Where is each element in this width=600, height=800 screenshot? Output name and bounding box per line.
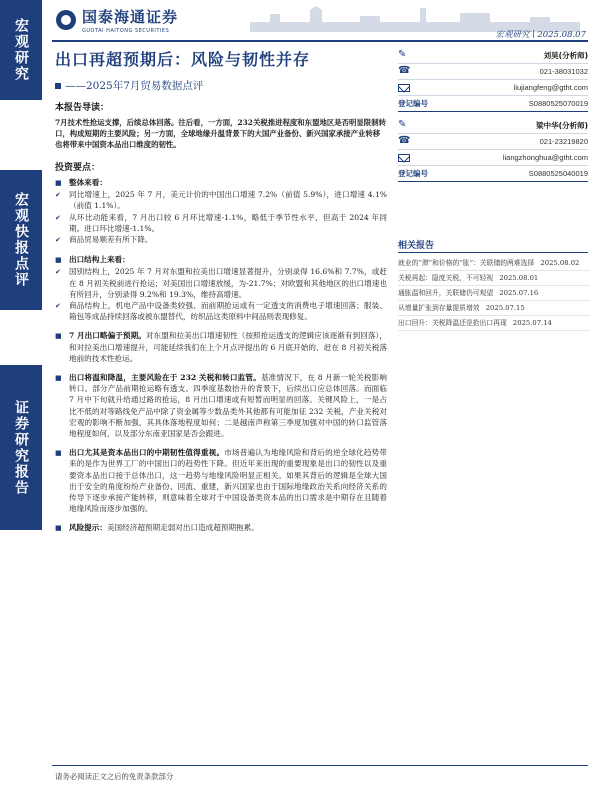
sidebar-label: 宏观快报点评 [13, 192, 29, 288]
highlight-body: 市场普遍认为地缘风险和背后的逆全球化趋势带来的是作为世界工厂的中国出口的趋势性下降。但近年来出现的重要现象是出口的韧性以及重要资本品出口接于总体出口，这一趋势与地缘风险明显正相关。如果其背后的逻辑是全球大国出于安全的角度纷纷产业备份、回流、重建，新兴国家也由于国际地缘政治关系向经济关系的传导下逐步承接产能转移，则意味着全球对于中国设备类资本品的出口需求是中期存在且随着地缘风险而逐步加强的。 [69, 448, 387, 514]
highlight-lead: 7 月出口略偏于预期。 [69, 331, 146, 341]
guide-heading: 本报告导读： [55, 103, 110, 113]
page-title: 出口再超预期后：风险与韧性并存 [55, 50, 311, 69]
sub-item [55, 266, 387, 300]
highlight-item [55, 177, 387, 189]
analyst-card [398, 118, 588, 182]
analyst-panel [398, 48, 588, 188]
square-bullet-icon [55, 177, 69, 189]
related-report-item[interactable] [398, 256, 590, 271]
risk-item [55, 522, 387, 534]
mail-icon [398, 84, 410, 92]
analyst-phone: 021-38031032 [539, 67, 588, 76]
highlight-lead: 出口尤其是资本品出口的中期韧性值得重视。 [69, 448, 225, 458]
mail-icon [398, 154, 410, 162]
related-report-item[interactable] [398, 286, 590, 301]
brand-name: 国泰海通证券 [82, 8, 179, 26]
investment-highlights-heading: 投资要点： [55, 163, 101, 173]
sub-item-text: 商品结构上，机电产品中设备类较强、而前期抢运或有一定透支的消费电子增速回落；服装、箱包等成品持续回落或被东盟替代，纺织品这类原料中间品则表现修复。 [69, 301, 387, 322]
pen-icon [398, 121, 410, 131]
footer-divider [52, 765, 588, 766]
risk-text: 美国经济超预期走弱对出口造成超预期拖累。 [106, 523, 259, 533]
sidebar-block-macro-flash [0, 170, 42, 310]
highlight-heading: 出口结构上来看： [69, 255, 130, 265]
brand-logo [56, 6, 178, 34]
risk-heading: 风险提示： [69, 523, 107, 533]
footer-disclaimer: 请务必阅读正文之后的免责条款部分 [55, 772, 174, 781]
registration-number: S0880525070019 [528, 99, 588, 108]
guide-text: 7月技术性抢运支撑，后续总体回落。往后看，一方面，232关税推进程度和东盟地区是否明显限制转口，构成短期的主要风险；另一方面，全球地缘升温背景下的大国产业备份、新兴国家承接产业转移也将带来中国资本品出口维度的韧性。 [55, 118, 386, 149]
highlight-body: 对东盟和拉美出口增速韧性（按照抢运透支的逻辑应该逐渐有到回落），和对拉美出口增速提升，可能延续我们在上个月点评提出的 6 月底开始的、赶在 8 月初关税落地前的技术性抢运。 [69, 331, 387, 363]
sub-item [55, 212, 387, 234]
related-report-title[interactable]: 就业的“滞”和价格的“胀”：关联储的两难选择 [398, 259, 535, 267]
related-report-title[interactable]: 从增量扩张到存量提质增效 [398, 304, 480, 312]
phone-icon [398, 67, 410, 77]
sub-item [55, 234, 387, 246]
highlight-body: 基准情况下，在 8 月新一轮关税影响转口、部分产品前期抢运略有透支、四季度基数抬升的背景下，后续出口应总体回落。而面临 7 月中下旬就升给通过路的抢运，8 月出口增速或有短暂而明显的回落。关键风险上，一是占比不低的对等路线免产品中除了资金属等少数品类外其他都有可能加征 232 关税，产业关税对宏观的影响不断加强，其具体落地程度如何；二是越南声称第三季度加强对中国的转口监管落地程度如何，以及部分东南亚国家是否会跟进。 [69, 373, 387, 439]
square-bullet-icon [55, 372, 69, 384]
square-bullet-icon [55, 447, 69, 459]
analyst-card [398, 48, 588, 112]
check-bullet-icon [55, 300, 69, 312]
related-report-item[interactable] [398, 316, 590, 331]
highlight-item [55, 447, 387, 514]
related-report-title[interactable]: 出口回升：关税降温还是抢出口再现 [398, 319, 507, 327]
analyst-email[interactable]: liujiangfeng@gtht.com [513, 83, 588, 92]
related-report-date: 2025.07.14 [512, 319, 552, 327]
pen-icon [398, 51, 410, 61]
sub-item-text: 国别结构上，2025 年 7 月对东盟和拉美出口增速显著提升，分别录得 16.6%和 7.7%，或赶在 8 月初关税前进行抢运；对美国出口增速放缓，为-21.7%；对欧盟和其他地区的出口增速也有所回升，分别录得 9.2%和 19.3%，维持高增速。 [69, 267, 387, 299]
related-report-item[interactable] [398, 271, 590, 286]
related-report-title[interactable]: 通胀温和回升，关联储仍可观望 [398, 289, 494, 297]
check-bullet-icon [55, 266, 69, 278]
header-tag: 宏观研究 ∣ 2025.08.07 [495, 30, 586, 40]
related-report-date: 2025.07.16 [499, 289, 539, 297]
square-bullet-icon [55, 522, 69, 534]
highlight-item [55, 372, 387, 439]
related-report-date: 2025.08.02 [540, 259, 580, 267]
square-bullet-icon [55, 254, 69, 266]
related-divider [398, 252, 588, 253]
check-bullet-icon [55, 189, 69, 201]
main-content [55, 100, 387, 535]
sub-item-text: 同比增速上，2025 年 7 月，美元计价的中国出口增速 7.2%（前值 5.9%），进口增速 4.1%（前值 1.1%）。 [69, 190, 387, 211]
related-report-item[interactable] [398, 301, 590, 316]
sub-item-text: 商品贸易顺差有所下降。 [69, 235, 153, 245]
related-reports-list [398, 256, 590, 331]
highlight-lead: 出口将温和降温，主要风险在于 232 关税和转口监管。 [69, 373, 261, 383]
sidebar-block-securities-report [0, 365, 42, 530]
header-divider [52, 40, 588, 42]
registration-label: 登记编号 [398, 169, 428, 178]
check-bullet-icon [55, 212, 69, 224]
page-subtitle: ——2025年7月贸易数据点评 [55, 78, 203, 93]
analyst-name: 刘昊(分析师) [543, 51, 588, 60]
check-bullet-icon [55, 234, 69, 246]
sidebar-label: 宏观研究 [13, 18, 29, 82]
brand-name-en: GUOTAI HAITONG SECURITIES [82, 28, 170, 34]
registration-number: S0880525040019 [528, 169, 588, 178]
analyst-phone: 021-23219820 [539, 137, 588, 146]
analyst-name: 梁中华(分析师) [536, 121, 588, 130]
related-reports-title: 相关报告 [398, 241, 435, 251]
highlight-item [55, 254, 387, 266]
sidebar [0, 0, 42, 800]
highlight-item [55, 330, 387, 364]
brand-logo-icon [56, 10, 76, 30]
related-report-title[interactable]: 关税再起：隐度关税，不可轻视 [398, 274, 494, 282]
sidebar-label: 证券研究报告 [13, 399, 29, 496]
highlight-heading: 整体来看： [69, 178, 107, 187]
related-report-date: 2025.08.01 [499, 274, 539, 282]
sidebar-block-macro-research [0, 0, 42, 100]
sub-item-text: 从环比动能来看，7 月出口较 6 月环比增速-1.1%，略低于季节性水平，但高于 2024 年同期。进口环比增速-1.1%。 [69, 212, 387, 233]
related-report-date: 2025.07.15 [485, 304, 525, 312]
phone-icon [398, 137, 410, 147]
sub-item [55, 300, 387, 322]
sub-item [55, 189, 387, 211]
analyst-email[interactable]: liangzhonghua@gtht.com [502, 153, 588, 162]
registration-label: 登记编号 [398, 99, 428, 108]
square-bullet-icon [55, 330, 69, 342]
